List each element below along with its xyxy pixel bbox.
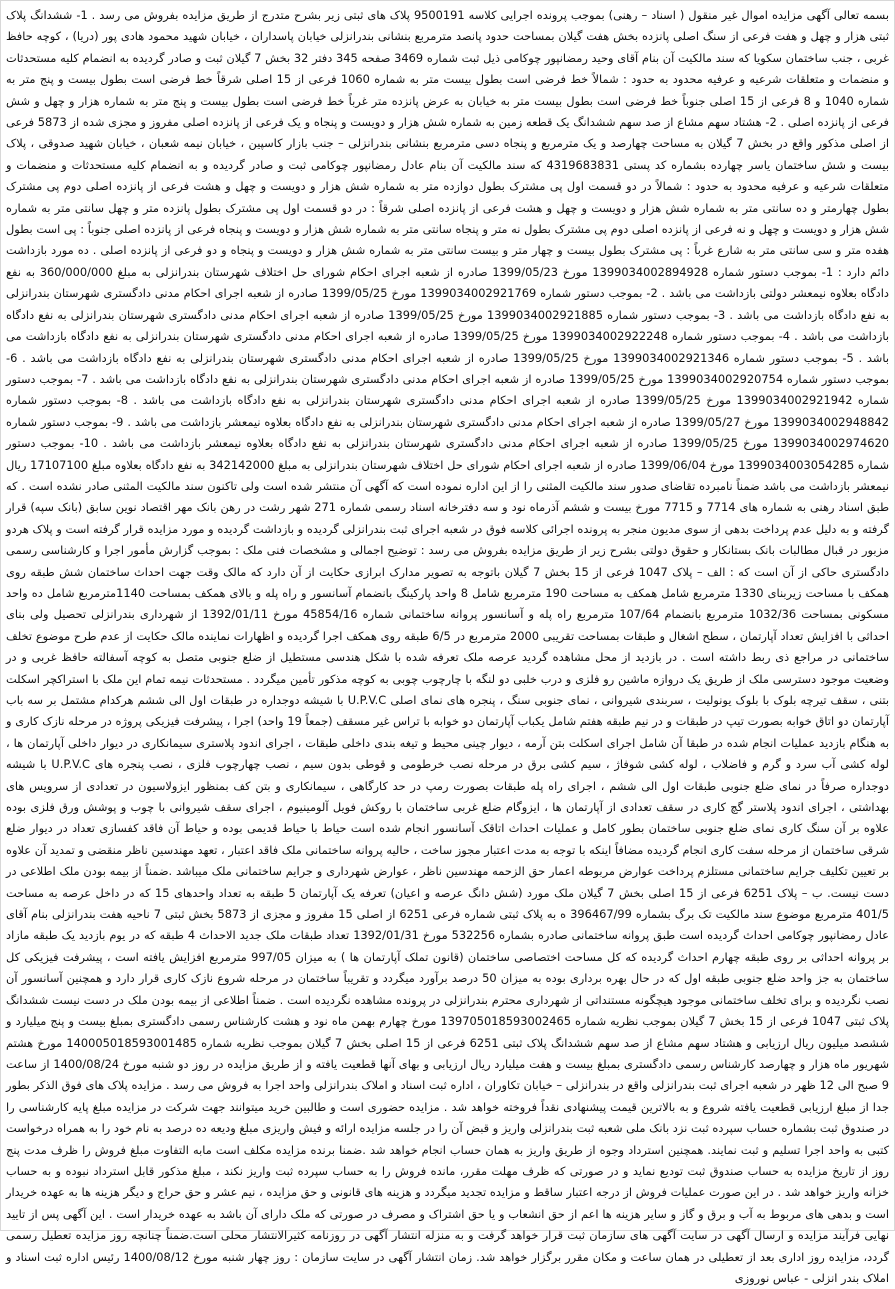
auction-notice-body: بسمه تعالی آگهی مزایده اموال غیر منقول ( اسناد – رهنی) بموجب پرونده اجرایی کلاسه 9500191 پلاک های ثبتی زیر بشرح متدرج از طریق مزایده بفروش می رسد . 1- ششدانگ پلاک ثبتی هزار و چهل و هفت فرعی از سنگ اصلی پانزده بخش هفت گیلان بمساحت حدود پانصد مترمربع بنشانی بندرانزلی خیابان پاسداران ، خیابان شهید محمود هادی پور (دریا) ، کوچه حافظ غربی ، جنب ساختمان سکویا که سند مالکیت آن بنام آقای وحید رمضانپور چوکامی ذیل ثبت شماره 3469 صفحه 345 دفتر 32 بخش 7 گیلان ثبت و صادر گردیده به انضمام کلیه مستحدثات و منضمات و متعلقات شرعیه و عرفیه محدود به حدود : شمالاً خط فرضی است بطول بیست متر به شماره 1060 فرعی از 15 اصلی شرقاً خط فرضی است بطول بیست و پنج متر به شماره 1040 و 8 فرعی از 15 اصلی جنوباً خط فرضی است بطول بیست متر به خیابان به عرض پانزده متر غرباً خط فرضی است بطول بیست و پنج متر به شماره هزار و چهل و شش فرعی از پانزده اصلی . 2- هشتاد سهم مشاع از صد سهم ششدانگ یک قطعه زمین به شماره شش هزار و دویست و پنجاه و یک فرعی از پانزده اصلی مفروز و مجزی شده از 5873 فرعی از اصلی مذکور واقع در بخش 7 گیلان به مساحت چهارصد و یک مترمربع و پنجاه دسی مترمربع بنشانی بندرانزلی – جنب بازار کاسپین ، خیابان نیمه شعبان ، خیابان شهید صدوقی ، پلاک بیست و شش ساختمان یاسر چهارده بشماره کد پستی 4319683831 که سند مالکیت آن بنام عادل رمضانپور چوکامی ثبت و صادر گردیده و به انضمام کلیه مستحدثات و منضمات و متعلقات شرعیه و عرفیه محدود به حدود : شمالاً در دو قسمت اول پی مشترک بطول دوازده متر به شماره شش هزار و دویست و چهل و هشت فرعی از پانزده اصلی دوم پی مشترک بطول چهارمتر و ده سانتی متر به شماره شش هزار و دویست و چهل و هشت فرعی از پانزده اصلی شرقاً : در دو قسمت اول پی مشترک بطول پانزده متر و چهل سانتی متر به شماره شش هزار و دویست و چهل و نه فرعی از پانزده اصلی دوم پی مشترک بطول نه متر و پنجاه سانتی متر به شماره شش هزار و دویست و پنجاه فرعی از پانزده اصلی جنوباً : پی است بطول هفده متر و سی سانتی متر به شارع غرباً : پی مشترک بطول بیست و چهار متر و بیست سانتی متر به شماره شش هزار و دویست و پنجاه و دو فرعی از پانزده اصلی . ده مورد بازداشت دائم دارد : 1- بموجب دستور شماره 1399034002894928 مورخ 1399/05/23 صادره از شعبه اجرای احکام شورای حل اختلاف شهرستان بندرانزلی به مبلغ 360/000/000 به نفع دادگاه بعلاوه نیمعشر دولتی بازداشت می باشد . 2- بموجب دستور شماره 1399034002921769 مورخ 1399/05/25 صادره از شعبه اجرای احکام مدنی دادگستری شهرستان بندرانزلی به نفع دادگاه بازداشت می باشد . 3- بموجب دستور شماره 1399034002921885 مورخ 1399/05/25 صادره از شعبه اجرای احکام مدنی دادگستری شهرستان بندرانزلی به نفع دادگاه بازداشت می باشد . 4- بموجب دستور شماره 1399034002922248 مورخ 1399/05/25 صادره از شعبه اجرای احکام مدنی دادگستری شهرستان بندرانزلی به نفع دادگاه بازداشت می باشد . 5- بموجب دستور شماره 1399034002921346 مورخ 1399/05/25 صادره از شعبه اجرای احکام مدنی دادگستری شهرستان بندرانزلی به نفع دادگاه بازداشت می باشد . 6- بموجب دستور شماره 1399034002920754 مورخ 1399/05/25 صادره از شعبه اجرای احکام مدنی دادگستری شهرستان بندرانزلی به نفع دادگاه بازداشت می باشد . 7- بموجب دستور شماره 1399034002921942 مورخ 1399/05/25 صادره از شعبه اجرای احکام مدنی دادگستری شهرستان بندرانزلی به نفع دادگاه بازداشت می باشد . 8- بموجب دستور شماره 1399034002948842 مورخ 1399/05/27 صادره از شعبه اجرای احکام مدنی دادگستری شهرستان بندرانزلی به نفع دادگاه بعلاوه نیمعشر بازداشت می باشد . 9- بموجب دستور شماره 1399034002974620 مورخ 1399/05/25 صادره از شعبه اجرای احکام مدنی دادگستری شهرستان بندرانزلی به نفع دادگاه بعلاوه نیمعشر بازداشت می باشد . 10- بموجب دستور شماره 1399034003054285 مورخ 1399/06/04 صادره از شعبه اجرای احکام شورای حل اختلاف شهرستان بندرانزلی به مبلغ 342142000 به نفع دادگاه بعلاوه مبلغ 17107100 ریال نیمعشر بازداشت می باشد ضمناً نامبرده تقاضای صدور سند مالکیت المثنی را از این اداره نموده است که آگهی آن منتشر شده است ولی تاکنون سند مالکیت المثنی صادر نشده است . که طبق اسناد رهنی به شماره های 7714 و 7715 مورخ بیست و ششم آذرماه نود و سه دفترخانه اسناد رسمی شماره 271 شهر رشت در رهن بانک مهر اقتصاد نوین سابق (بانک سپه) قرار گرفته و به دلیل عدم پرداخت بدهی از سوی مدیون منجر به پرونده اجرائی کلاسه فوق در شعبه اجرای ثبت بندرانزلی گردیده و بازداشت گردیده و مورد مزایده قرار گرفته است و پلاک هردو مزبور در قبال مطالبات بانک بستانکار و حقوق دولتی بشرح زیر از طریق مزایده بفروش می رسد : توضیح اجمالی و مشخصات فنی ملک : بموجب گزارش مأمور اجرا و کارشناسی رسمی دادگستری حاکی از آن است که : الف – پلاک 1047 فرعی از 15 بخش 7 گیلان باتوجه به تصویر مدارک ابرازی حکایت از آن دارد که مالک وقت جهت احداث ساختمان شش طبقه روی همکف با مساحت زیربنای 1330 مترمربع شامل همکف به مساحت 190 مترمربع شامل 8 واحد پارکینگ بانضمام آسانسور و راه پله و بالای همکف بمساحت 1140مترمربع شامل ده واحد مسکونی بمساحت 1032/36 مترمربع بانضمام 107/64 مترمربع راه پله و آسانسور پروانه ساختمانی شماره 45854/16 مورخ 1392/01/11 از شهرداری بندرانزلی تحصیل ولی بنای احداثی با افزایش تعداد آپارتمان ، سطح اشغال و طبقات بمساحت تقریبی 2000 مترمربع در 6/5 طبقه روی همکف اجرا گردیده و اظهارات نماینده مالک حکایت از عدم طرح موضوع تخلف ساختمانی در مراجع ذی ربط داشته است . در بازدید از محل مشاهده گردید عرصه ملک تعرفه شده با شکل هندسی مستطیل از ضلع جنوبی متصل به کوچه آسفالته حافظ غربی و در وضعیت موجود دسترسی ملک از طریق یک دروازه ماشین رو فلزی و درب خلبی دو لنگه با چارچوب چوبی به کوچه مذکور تأمین میگردد . مستحدثات نیمه تمام این ملک با استراکچر اسکلت بتنی ، سقف تیرچه بلوک با بلوک یونولیت ، سربندی شیروانی ، نمای جنوبی سنگ ، پنجره های نمای اصلی U.P.V.C با شیشه دوجداره در طبقات اول الی ششم هرکدام مشتمل بر سه باب آپارتمان دو اتاق خوابه بصورت تیپ در طبقات و در نیم طبقه هفتم شامل یکباب آپارتمان دو خوابه با تراس غیر مسقف (جمعاً 19 واحد) اجرا ، پیشرفت فیزیکی پروژه در مرحله نازک کاری و به هنگام بازدید عملیات انجام شده در طبقا آن شامل اجرای اسکلت بتن آرمه ، دیوار چینی محیط و تیغه بندی داخلی طبقات ، اجرای اندود پلاستری سیمانکاری در دیوار داخلی آپارتمان ها ، لوله کشی آب سرد و گرم و فاضلاب ، لوله کشی شوفاژ ، سیم کشی برق در مرحله نصب خرطومی و قوطی بدون سیم ، نصب چهارچوب فلزی ، نصب پنجره های U.P.V.C با شیشه دوجداره صرفاً در نمای ضلع جنوبی طبقات اول الی ششم ، اجرای راه پله طبقات بصورت رمپ در حد کارگاهی ، سیمانکاری و بتن کف بمنظور ایزولاسیون در تعدادی از سرویس های بهداشتی ، اجرای اندود پلاستر گچ کاری در سقف تعدادی از آپارتمان ها ، ایزوگام ضلع غربی ساختمان با روکش فویل آلومینیوم ، اجرای سقف شیروانی با چوب و پوشش ورق فلزی بوده علاوه بر آن سنگ کاری نمای ضلع جنوبی ساختمان بطور کامل و عملیات احداث اتاقک آسانسور انجام شده است حیاط با حیاط قدیمی بوده و حیاط آن فاقد کفسازی تعداد در دیوار ضلع شرقی ساختمان از مرحله سفت کاری انجام گردیده مضافاً اینکه با توجه به مدت اعتبار مجوز ساخت ، حالیه پروانه ساختمانی ملک فاقد اعتبار ، تعهد مهندسین ناظر منقضی و تمدید آن علاوه بر تعیین تکلیف جرایم ساختمانی مستلزم پرداخت عوارض مربوطه اعمار حق الزحمه مهندسین ناظر ، عوارض شهرداری و جرایم ساختمانی ملک میباشد .ضمناً از بیمه بودن ملک اطلاعی در دست نیست. ب – پلاک 6251 فرعی از 15 اصلی بخش 7 گیلان ملک مورد (شش دانگ عرصه و اعیان) تعرفه یک آپارتمان 5 طبقه به تعداد واحدهای 15 که در داخل عرصه به مساحت 401/5 مترمربع موضوع سند مالکیت تک برگ بشماره 396467/99 ه به پلاک ثبتی شماره فرعی 6251 از اصلی 15 مفروز و مجزی از 5873 بخش ثبتی 7 ناحیه هفت بندرانزلی بنام آقای عادل رمضانپور چوکامی احداث گردیده است طبق پروانه ساختمانی صادره بشماره 532256 مورخ 1392/01/31 تعداد طبقات ملک جدید الاحداث 4 طبقه که در یوم بازدید یک طبقه مازاد بر پروانه احداثی بر روی طبقه چهارم احداث گردیده که کل مساحت اختصاصی ساختمان (قانون تملک آپارتمان ها ) به میزان 997/05 مترمربع افزایش یافته است ، پیشرفت فیزیکی کل ساختمان به جز واحد ضلع جنوبی طبقه اول که در حال بهره برداری بوده به میزان 50 درصد برآورد میگردد و تقریباً ساختمان در مرحله شروع نازک کاری قرار دارد و همچنین آسانسور آن نصب نگردیده و برای تخلف ساختمانی موجود هیچگونه مستنداتی از شهرداری محترم بندرانزلی در پرونده مشاهده نگردیده است . ضمناً اطلاعی از بیمه بودن ملک در دست نیست ششدانگ پلاک ثبتی 1047 فرعی از 15 بخش 7 گیلان بموجب نظریه شماره 139705018593002465 مورخ چهارم بهمن ماه نود و هشت کارشناس رسمی دادگستری بمبلغ بیست و پنج میلیارد و ششصد میلیون ریال ارزیابی و هشتاد سهم مشاع از صد سهم ششدانگ پلاک ثبتی 6251 فرعی از 15 اصلی بخش 7 گیلان بموجب نظریه شماره 140005018593001485 مورخ هشتم شهریور ماه هزار و چهارصد کارشناس رسمی دادگستری بمبلغ بیست و هفت میلیارد ریال ارزیابی و بهای آنها قطعیت یافته و از طریق مزایده در روز دو شنبه مورخ 1400/08/24 از ساعت 9 صبح الی 12 ظهر در شعبه اجرای ثبت بندرانزلی واقع در بندرانزلی – خیابان تکاوران ، اداره ثبت اسناد و املاک بندرانزلی واحد اجرا به فروش می رسد . مزایده پلاک های فوق الذکر بطور جدا از مبلغ ارزیابی قطعیت یافته شروع و به بالاترین قیمت پیشنهادی نقداً فروخته خواهد شد . مزایده حضوری است و طالبین خرید میتوانند جهت شرکت در مزایده مبلغ پایه کارشناسی را در صندوق ثبت بشماره حساب سپرده ثبت نزد بانک ملی شعبه ثبت بندرانزلی واریز و قبض آن را در جلسه مزایده ارائه و فیش واریزی مبلغ ودیعه ده درصد به نام خود را به همراه درخواست کتبی به واحد اجرا تسلیم و ثبت نمایند. همچنین استرداد وجوه از طریق واریز به همان حساب انجام خواهد شد .ضمنا برنده مزایده مکلف است مابه التفاوت مبلغ فروش را ظرف مدت پنج روز از تاریخ مزایده به حساب صندوق ثبت تودیع نماید و در صورتی که ظرف مهلت مقرر، مانده فروش را به حساب سپرده ثبت واریز نکند ، مبلغ مذکور قابل استرداد نبوده و به حساب خزانه واریز خواهد شد . در این صورت عملیات فروش از درجه اعتبار ساقط و مزایده تجدید میگردد و هزینه های قانونی و حق مزایده ، نیم عشر و حق حراج و دیگر هزینه ها به عهده خریدار است و بدهی های مربوط به آب و برق و گاز و سایر هزینه ها اعم از حق انشعاب و یا حق اشتراک و مصرف در صورتی که ملک دارای آن باشد به عهده خریدار است . این آگهی پس از تایید نهایی فرآیند مزایده و ارسال آگهی در سایت آگهی های سازمان ثبت قرار خواهد گرفت و به منزله انتشار آگهی در روزنامه کثیرالانتشار محلی است.ضمناً چنانچه روز مزایده تعطیل رسمی گردد، مزایده روز اداری بعد از تعطیلی در همان ساعت و مکان مقرر برگزار خواهد شد. زمان انتشار آگهی در سایت سازمان : روز چهار شنبه مورخ 1400/08/12 رئیس اداره ثبت اسناد و املاک بندر انزلی - عباس نوروزی xyxy=(6,8,890,1285)
